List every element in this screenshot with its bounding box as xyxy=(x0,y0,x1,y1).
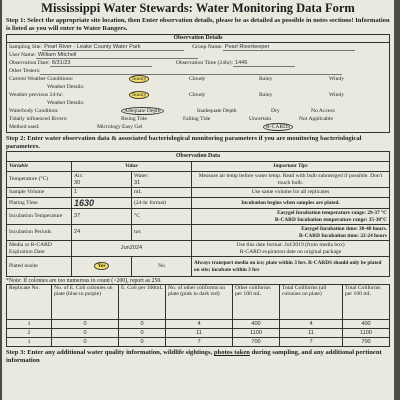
step1-instructions: Step 1: Select the appropriate site location, then Enter observation details, please be as detailed as possible in notes sections! Information is listed as you will enter to Water Rangers. xyxy=(6,17,390,32)
observation-date-field[interactable]: 8/31/23 xyxy=(50,59,152,67)
prev-weather-option-windy[interactable]: Windy xyxy=(329,92,345,98)
tidal-row: Tidally influenced Rivers: Rising Tide Falling Tide Uncertain Not Applicable xyxy=(9,116,334,122)
sampling-site-row: Sampling Site: Pearl River - Leake County Water Park Group Name: Pearl Riverkeeper xyxy=(7,43,389,51)
method-option-rcards[interactable]: R-CARDS xyxy=(263,123,293,131)
rep-header: No. of E. Coli colonies on plate (blue to purple) xyxy=(52,285,119,320)
weather-details-row: Weather Details: xyxy=(47,84,85,90)
air-temp-field[interactable]: 30 xyxy=(74,179,81,186)
rep-header: Other coliforms per 100 mL xyxy=(233,285,280,320)
sampling-site-field[interactable]: Pearl River - Leake County Water Park xyxy=(42,43,184,51)
expiration-date-field[interactable]: Jun2024 xyxy=(72,241,192,257)
data-form-page xyxy=(2,0,394,400)
table-row: 1 0 0 4 400 4 400 xyxy=(7,320,390,329)
weather-option-rainy[interactable]: Rainy xyxy=(259,76,273,82)
form-title: Mississippi Water Stewards: Water Monitoring Data Form xyxy=(41,1,355,15)
table-row: 2 0 0 11 1100 11 1100 xyxy=(7,329,390,338)
rep-header: E. Coli per 100mL xyxy=(119,285,166,320)
current-weather-row: Current Weather Conditions: Sunny Cloudy Rainy Windy xyxy=(9,76,345,82)
rep-header: Total Coliforms (all colonies on plate) xyxy=(280,285,343,320)
weather-option-windy[interactable]: Windy xyxy=(329,76,345,82)
other-testers-row: Other Testers: xyxy=(7,67,389,75)
tidal-option-uncertain[interactable]: Uncertain xyxy=(249,116,272,122)
step3-instructions: Step 3: Enter any additional water quality information, wildlife sightings, photos taken during sampling, and any additional pertinent information xyxy=(6,349,382,364)
observation-time-field[interactable]: 1446 xyxy=(233,59,295,67)
incubation-temp-field[interactable]: 37 xyxy=(72,209,132,225)
rep-header: Replicate No. xyxy=(7,285,52,320)
user-name-field[interactable]: William Mitchell xyxy=(36,51,198,59)
tidal-option-falling[interactable]: Falling Tide xyxy=(183,116,211,122)
tidal-option-not-applicable[interactable]: Not Applicable xyxy=(299,116,334,122)
plated-onsite-no[interactable]: No xyxy=(132,257,192,277)
group-name-field[interactable]: Pearl Riverkeeper xyxy=(223,43,355,51)
waterbody-option-no-access[interactable]: No Access xyxy=(311,108,335,114)
incubation-period-field[interactable]: 24 xyxy=(72,225,132,241)
user-name-row: User Name: William Mitchell xyxy=(7,51,389,59)
previous-weather-row: Weather previous 24-hr: Sunny Cloudy Rainy Windy xyxy=(9,92,345,98)
table-row: 3 0 0 7 700 7 700 xyxy=(7,338,390,347)
waterbody-condition-row: Waterbody Condition: Adequate Depth Inadequate Depth Dry No Access xyxy=(9,108,335,114)
step2-instructions: Step 2: Enter water observation data & associated bacteriological monitoring parameters if you are monitoring bacteriological parameters. xyxy=(6,135,362,150)
sample-volume-field[interactable]: 1 xyxy=(72,188,132,198)
colonies-note: *Note: If colonies are too numerous to count (>200), report as 250. xyxy=(6,278,162,284)
observation-date-row: Observation Date: 8/31/23 Observation Time (24hr): 1446 xyxy=(7,59,389,67)
observation-data-heading: Observation Data xyxy=(7,152,390,162)
method-row: Method used: Micrology Easy Gel R-CARDS xyxy=(7,123,389,131)
waterbody-option-inadequate[interactable]: Inadequate Depth xyxy=(197,108,237,114)
observation-data-table: Observation Data Variable Value Important Tips Temperature (°C) Air: 30 Water: 31 Measure air temp before water temp. Read with bulb submerged if possible. Don't touch bulb. Sample Volume 1 mL Use same volume for all replicates Plating Time 1630 (24-hr format) Incubation begins when samples are plated. Incubation Temperature 37 °C Easygel Incubation temperature range: 29-37 °C R-CARD Incubation temperature range: 35-38°C Incubation Periods 24 hrs Easygel Incubation time: 30-48 hours. R-CARD Incubation time: 22-24 hours Media or R-CARD Expiration Date Jun2024 Use this date format: Jul/2019 (from media box) R-CARD expiration date on original package Plated onsite Yes No Always transport media on ice; plate within 3 hrs. R-CARDS should only be plated on site; incubate within 3 hrs xyxy=(6,151,390,277)
rep-header: Total Coliforms per 100 mL xyxy=(343,285,390,320)
method-option-easygel[interactable]: Micrology Easy Gel xyxy=(97,124,143,130)
prev-weather-option-rainy[interactable]: Rainy xyxy=(259,92,273,98)
prev-weather-option-cloudy[interactable]: Cloudy xyxy=(189,92,206,98)
replicates-header-row xyxy=(7,285,390,320)
rep-header: No. of other coliforms on plate (pink to dark red) xyxy=(166,285,233,320)
tidal-option-rising[interactable]: Rising Tide xyxy=(121,116,147,122)
prev-weather-option-sunny[interactable]: Sunny xyxy=(129,91,149,99)
replicates-table xyxy=(6,284,390,347)
other-testers-field[interactable] xyxy=(40,67,342,75)
observation-details-heading: Observation Details xyxy=(7,35,389,43)
waterbody-option-dry[interactable]: Dry xyxy=(271,108,280,114)
waterbody-option-adequate[interactable]: Adequate Depth xyxy=(121,107,164,115)
prev-weather-details-row: Weather Details: xyxy=(47,100,85,106)
plating-time-field[interactable]: 1630 xyxy=(72,198,132,209)
observation-details-box xyxy=(6,34,390,133)
weather-option-cloudy[interactable]: Cloudy xyxy=(189,76,206,82)
weather-option-sunny[interactable]: Sunny xyxy=(129,75,149,83)
water-temp-field[interactable]: 31 xyxy=(134,179,141,186)
plated-onsite-yes[interactable]: Yes xyxy=(94,262,108,270)
